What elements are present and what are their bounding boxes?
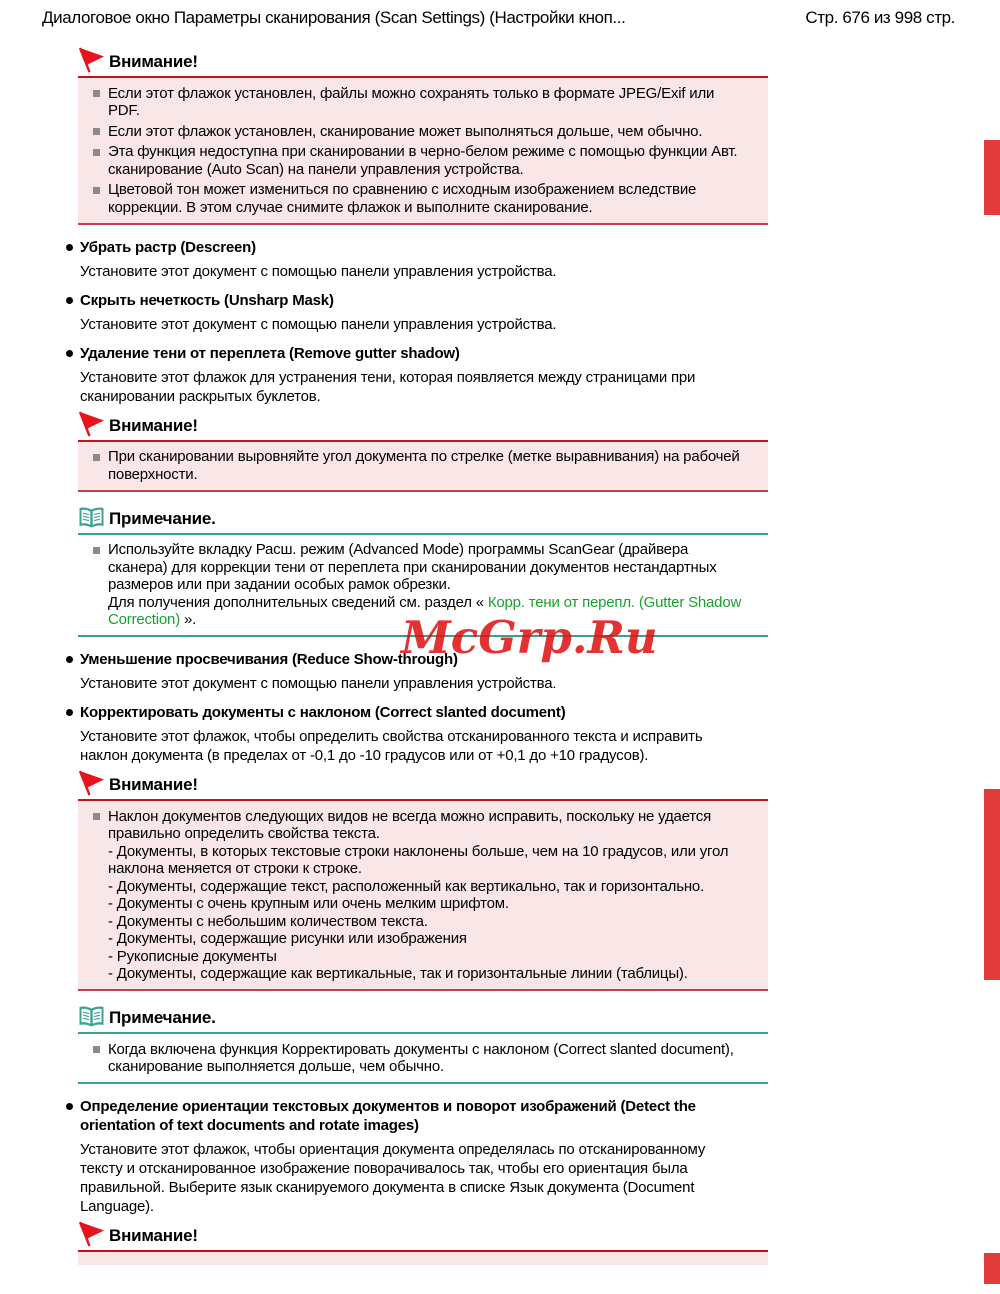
warning-text: При сканировании выровняйте угол документа по стрелке (метке выравнивания) на рабочей поверхности.: [108, 448, 740, 483]
option-description: Установите этот документ с помощью панели управления устройства.: [80, 262, 557, 280]
option-description: Установите этот документ с помощью панели управления устройства.: [80, 315, 557, 333]
option-description: Установите этот флажок для устранения тени, которая появляется между страницами при сканировании раскрытых буклетов.: [80, 368, 696, 405]
option-list-3: [60, 1097, 768, 1216]
square-bullet-icon: [93, 90, 100, 97]
option-title: Уменьшение просвечивания (Reduce Show-through): [80, 651, 458, 668]
note-text: Используйте вкладку Расш. режим (Advanced Mode) программы ScanGear (драйвера сканера) для коррекции тени от переплета при сканировании документов нестандартных размеров или при задании особых рамок обрезки.: [108, 541, 717, 593]
warning-text: Наклон документов следующих видов не всегда можно исправить, поскольку не удается правильно определить свойства текста.: [108, 807, 712, 842]
disc-bullet-icon: [66, 1103, 73, 1110]
disc-bullet-icon: [66, 244, 73, 251]
warning-header: [60, 1221, 768, 1248]
warning-box-truncated: [78, 1252, 768, 1265]
important-flag-icon: [78, 1221, 105, 1248]
warning-text: - Документы с небольшим количеством текста.: [108, 912, 428, 930]
warning-item: [78, 121, 768, 142]
page-header: [0, 0, 1000, 28]
page-edge-marker: [984, 140, 1000, 215]
note-title: Примечание.: [109, 1008, 216, 1027]
warning-text: Если этот флажок установлен, файлы можно сохранять только в формате JPEG/Exif или PDF.: [108, 84, 715, 119]
warning-header: [60, 770, 768, 797]
warning-block-4: [60, 1221, 768, 1265]
important-flag-icon: [78, 47, 105, 74]
note-header: [60, 504, 768, 531]
option-title: Скрыть нечеткость (Unsharp Mask): [80, 291, 334, 309]
warning-item: [78, 83, 768, 121]
disc-bullet-icon: [66, 297, 73, 304]
see-also-suffix: ».: [180, 611, 197, 628]
warning-box: [78, 442, 768, 492]
page-edge-marker: [984, 1253, 1000, 1284]
list-item: [60, 291, 768, 334]
square-bullet-icon: [93, 813, 100, 820]
warning-box: [78, 801, 768, 991]
note-header: [60, 1003, 768, 1030]
warning-title: Внимание!: [109, 775, 198, 794]
list-item: [60, 703, 768, 765]
important-flag-icon: [78, 770, 105, 797]
option-title: Определение ориентации текстовых документов и поворот изображений (Detect the orientation of text documents and rotate images): [80, 1098, 696, 1134]
gutter-shadow-correction-link[interactable]: Корр. тени от перепл. (Gutter Shadow Correction): [108, 593, 742, 628]
warning-title: Внимание!: [109, 415, 198, 435]
warning-text: Цветовой тон может измениться по сравнению с исходным изображением вследствие коррекции. В этом случае снимите флажок и выполните сканирование.: [108, 181, 697, 216]
watermark: McGrp.Ru: [401, 611, 658, 664]
note-item: [78, 1039, 768, 1077]
warning-title: Внимание!: [109, 52, 198, 71]
warning-header: [60, 47, 768, 74]
list-item: [60, 1097, 768, 1216]
warning-header: [60, 411, 768, 438]
warning-item: [78, 142, 768, 180]
warning-block-3: [60, 770, 768, 991]
warning-title: Внимание!: [109, 1226, 198, 1245]
option-title: Удаление тени от переплета (Remove gutter shadow): [80, 344, 460, 362]
note-text: Когда включена функция Корректировать документы с наклоном (Correct slanted document), сканирование выполняется дольше, чем обычно.: [108, 1040, 734, 1075]
see-also-prefix: Для получения дополнительных сведений см. раздел «: [108, 593, 488, 611]
disc-bullet-icon: [66, 656, 73, 663]
warning-item: [78, 180, 768, 218]
warning-block-2: [60, 411, 768, 492]
square-bullet-icon: [93, 1046, 100, 1053]
note-book-icon: [78, 1003, 105, 1030]
warning-text: Если этот флажок установлен, сканирование может выполняться дольше, чем обычно.: [108, 122, 703, 140]
warning-text: - Документы, в которых текстовые строки наклонены больше, чем на 10 градусов, или угол наклона меняется от строки к строке.: [108, 842, 729, 877]
warning-item: [78, 806, 768, 984]
warning-text: Эта функция недоступна при сканировании в черно-белом режиме с помощью функции Авт. сканирование (Auto Scan) на панели управления устройства.: [108, 143, 738, 178]
square-bullet-icon: [93, 128, 100, 135]
document-title: Диалоговое окно Параметры сканирования (Scan Settings) (Настройки кноп...: [42, 8, 626, 27]
warning-text: - Документы, содержащие рисунки или изображения: [108, 930, 467, 947]
warning-text: - Документы, содержащие текст, расположенный как вертикально, так и горизонтально.: [108, 877, 705, 895]
page-number: Стр. 676 из 998 стр.: [805, 8, 955, 27]
disc-bullet-icon: [66, 350, 73, 357]
note-title: Примечание.: [109, 508, 216, 528]
warning-block-1: [60, 47, 768, 225]
square-bullet-icon: [93, 187, 100, 194]
note-block-2: [60, 1003, 768, 1084]
important-flag-icon: [78, 411, 105, 438]
square-bullet-icon: [93, 454, 100, 461]
warning-item: [78, 447, 768, 485]
option-title: Корректировать документы с наклоном (Correct slanted document): [80, 704, 566, 721]
disc-bullet-icon: [66, 709, 73, 716]
note-book-icon: [78, 504, 105, 531]
option-description: Установите этот флажок, чтобы ориентация документа определялась по отсканированному тексту и отсканированное изображение поворачивалось так, чтобы его ориентация была правильной. Выберите язык сканируемого документа в списке Язык документа (Document Language).: [80, 1141, 706, 1215]
warning-text: - Документы, содержащие как вертикальные, так и горизонтальные линии (таблицы).: [108, 965, 688, 982]
square-bullet-icon: [93, 547, 100, 554]
option-list-1: [60, 238, 768, 406]
warning-text: - Документы с очень крупным или очень мелким шрифтом.: [108, 895, 509, 912]
list-item: [60, 238, 768, 281]
option-description: Установите этот флажок, чтобы определить свойства отсканированного текста и исправить наклон документа (в пределах от -0,1 до -10 градусов или от +0,1 до +10 градусов).: [80, 728, 703, 764]
note-box: [78, 1034, 768, 1084]
warning-text: - Рукописные документы: [108, 947, 277, 965]
page-edge-marker: [984, 789, 1000, 980]
option-description: Установите этот документ с помощью панели управления устройства.: [80, 675, 557, 692]
option-list-2: [60, 650, 768, 765]
option-title: Убрать растр (Descreen): [80, 238, 256, 256]
list-item: [60, 344, 768, 406]
warning-box: [78, 78, 768, 225]
square-bullet-icon: [93, 149, 100, 156]
